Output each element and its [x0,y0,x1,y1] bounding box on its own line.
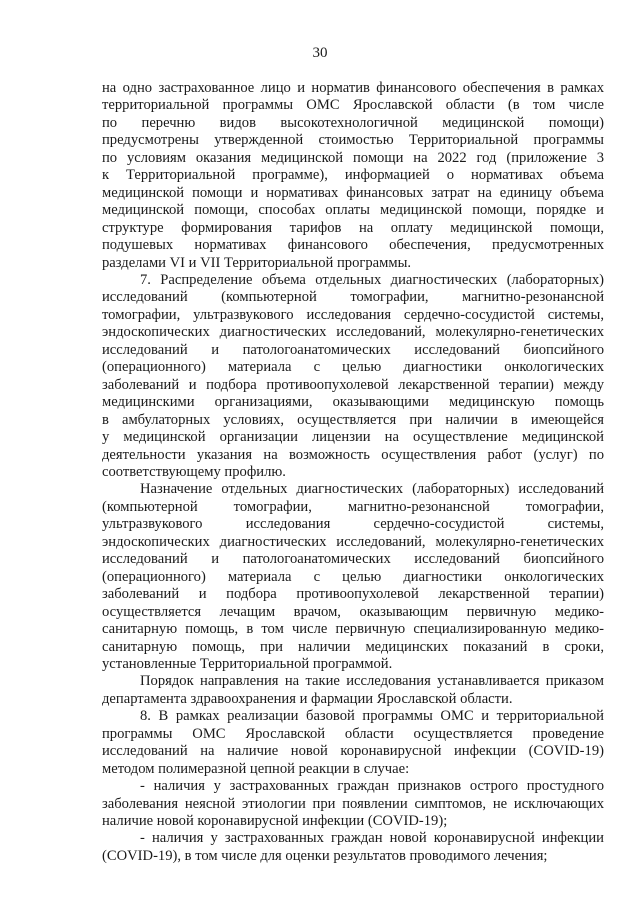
text-line: - наличия у застрахованных граждан новой коронавирусной инфекции [140,830,604,847]
text-line: заболевания неясной этиологии при появлении симптомов, не исключающих [102,795,604,812]
text-line: структуре формирования тарифов на оплату медицинской помощи, [102,219,604,236]
text-line: 7. Распределение объема отдельных диагностических (лабораторных) [140,271,604,288]
text-line: предусмотрены утвержденной стоимостью Территориальной программы [102,132,604,149]
text-line: томографии, ультразвукового исследования сердечно-сосудистой системы, [102,306,604,323]
text-line: по перечню видов высокотехнологичной медицинской помощи) [102,114,604,131]
text-line: исследований (компьютерной томографии, магнитно-резонансной [102,289,604,306]
paragraph [102,80,604,272]
text-line: Назначение отдельных диагностических (лабораторных) исследований [140,481,604,498]
page-number: 30 [312,45,328,61]
text-line: осуществляется лечащим врачом, оказывающим первичную медико- [102,603,604,620]
text-line: санитарную помощь, в том числе первичную специализированную медико- [102,621,604,638]
text-line: исследований на наличие новой коронавирусной инфекции (COVID-19) [102,743,604,760]
text-line: заболеваний и подбора противоопухолевой лекарственной терапии) между [102,376,604,393]
text-line: методом полимеразной цепной реакции в случае: [102,760,410,777]
text-line: эндоскопических диагностических исследований, молекулярно-генетических [102,324,604,341]
text-line: (COVID-19), в том числе для оценки результатов проводимого лечения; [102,847,548,864]
text-line: в амбулаторных условиях, осуществляется при наличии в имеющейся [102,411,604,428]
text-line: (операционного) материала с целью диагностики онкологических [102,568,604,585]
paragraph [102,778,604,830]
text-line: - наличия у застрахованных граждан признаков острого простудного [140,778,604,795]
text-line: разделами VI и VII Территориальной программы. [102,254,412,271]
text-line: (операционного) материала с целью диагностики онкологических [102,359,604,376]
paragraph [102,673,604,708]
text-line: соответствующему профилю. [102,463,286,480]
text-line: Порядок направления на такие исследования устанавливается приказом [140,673,604,690]
text-line: подушевых нормативах финансового обеспечения, предусмотренных [102,237,604,254]
text-line: деятельности указания на возможность осуществления работ (услуг) по [102,446,604,463]
text-line: территориальной программы ОМС Ярославской области (в том числе [102,97,604,114]
text-line: медицинской помощи, способах оплаты медицинской помощи, порядке и [102,202,604,219]
text-line: эндоскопических диагностических исследований, молекулярно-генетических [102,533,604,550]
text-line: департамента здравоохранения и фармации Ярославской области. [102,690,513,707]
text-line: медицинской помощи и нормативах финансовых затрат на единицу объема [102,184,604,201]
document-body [102,80,604,865]
text-line: установленные Территориальной программой. [102,655,393,672]
text-line: программы ОМС Ярославской области осуществляется проведение [102,725,604,742]
text-line: наличие новой коронавирусной инфекции (COVID-19); [102,813,448,830]
text-line: исследований и патологоанатомических исследований биопсийного [102,341,604,358]
text-line: на одно застрахованное лицо и норматив финансового обеспечения в рамках [102,80,604,96]
paragraph [102,830,604,865]
text-line: ультразвукового исследования сердечно-сосудистой системы, [102,516,604,533]
text-line: медицинскими организациями, оказывающими медицинскую помощь [102,394,604,411]
text-line: по условиям оказания медицинской помощи на 2022 год (приложение 3 [102,149,604,166]
text-line: к Территориальной программе), информацией о нормативах объема [102,167,604,184]
text-line: исследований и патологоанатомических исследований биопсийного [102,551,604,568]
text-line: (компьютерной томографии, магнитно-резонансной томографии, [102,498,604,515]
text-line: заболеваний и подбора противоопухолевой лекарственной терапии) [102,586,604,603]
text-line: у медицинской организации лицензии на осуществление медицинской [102,429,604,446]
paragraph [102,272,604,481]
text-line: 8. В рамках реализации базовой программы ОМС и территориальной [140,708,604,725]
paragraph [102,708,604,778]
text-line: санитарную помощь, при наличии медицинских показаний в сроки, [102,638,604,655]
paragraph [102,481,604,673]
